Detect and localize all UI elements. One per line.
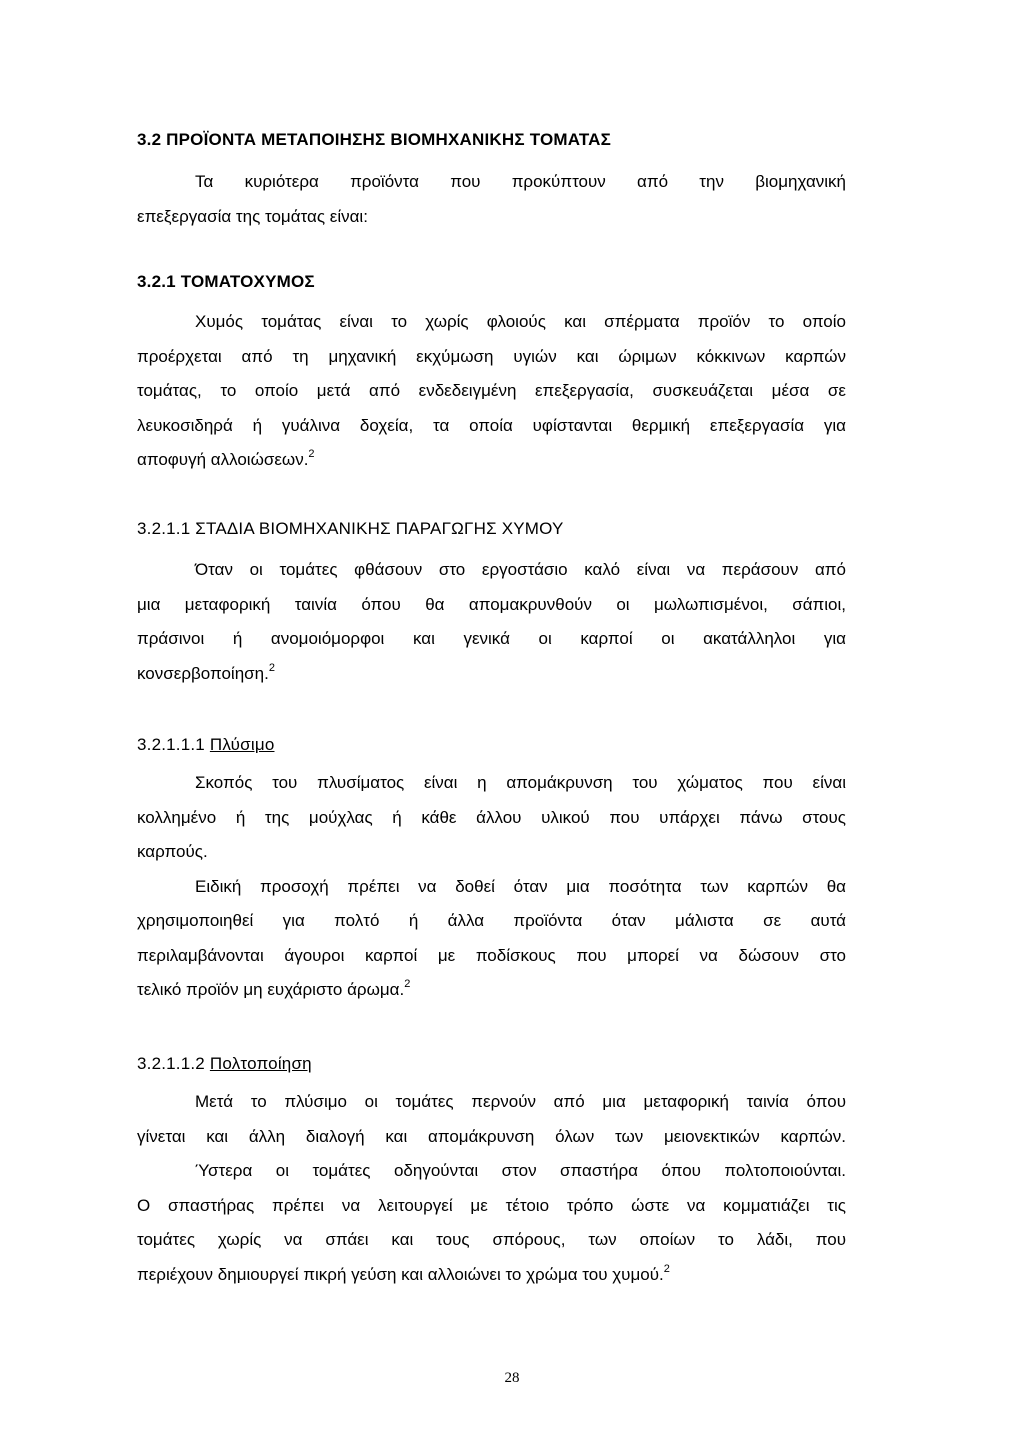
footnote-ref: 2 — [268, 661, 275, 674]
text-line: γίνεται και άλλη διαλογή και απομάκρυνση όλων των μειονεκτικών καρπών. — [137, 1126, 846, 1146]
text-line: πράσινοι ή ανομοιόμορφοι και γενικά οι καρποί οι ακατάλληλοι για — [137, 629, 846, 648]
section-heading-3-2: 3.2 ΠΡΟΪΟΝΤΑ ΜΕΤΑΠΟΙΗΣΗΣ ΒΙΟΜΗΧΑΝΙΚΗΣ ΤΟΜΑΤΑΣ — [137, 130, 612, 149]
footnote-ref: 2 — [308, 448, 315, 461]
text-line: χρησιμοποιηθεί για πολτό ή άλλα προϊόντα όταν μάλιστα σε αυτά — [137, 911, 846, 930]
section-heading-3-2-1-1: 3.2.1.1 ΣΤΑΔΙΑ ΒΙΟΜΗΧΑΝΙΚΗΣ ΠΑΡΑΓΩΓΗΣ ΧΥΜΟΥ — [137, 519, 564, 538]
text-line: περιλαμβάνονται άγουροι καρποί με ποδίσκους που μπορεί να δώσουν στο — [137, 945, 846, 965]
text-line: προέρχεται από τη μηχανική εκχύμωση υγιών και ώριμων κόκκινων καρπών — [137, 346, 846, 366]
subsection-heading-washing — [137, 735, 274, 755]
section-heading-3-2-1: 3.2.1 ΤΟΜΑΤΟΧΥΜΟΣ — [137, 272, 315, 291]
pulping-paragraph — [137, 1085, 846, 1292]
footnote-ref: 2 — [404, 978, 411, 991]
intro-paragraph — [137, 165, 846, 234]
text-line: Χυμός τομάτας είναι το χωρίς φλοιούς και σπέρματα προϊόν το οποίο — [195, 312, 846, 331]
text-line — [137, 1258, 846, 1293]
text-line — [137, 657, 846, 692]
text-line-content: τελικό προϊόν μη ευχάριστο άρωμα. — [137, 980, 405, 999]
text-line: κολλημένο ή της μούχλας ή κάθε άλλου υλικού που υπάρχει πάνω στους — [137, 807, 846, 827]
production-stages-paragraph — [137, 553, 846, 691]
text-line: Όταν οι τομάτες φθάσουν στο εργοστάσιο καλό είναι να περάσουν από — [195, 560, 846, 579]
subsection-title: Πλύσιμο — [209, 735, 275, 754]
text-line: τομάτας, το οποίο μετά από ενδεδειγμένη επεξεργασία, συσκευάζεται μέσα σε — [137, 381, 846, 400]
footnote-ref: 2 — [663, 1262, 670, 1275]
subsection-number: 3.2.1.1.2 — [137, 1054, 210, 1073]
washing-paragraph — [137, 766, 846, 1008]
text-line: μια μεταφορική ταινία όπου θα απομακρυνθούν οι μωλωπισμένοι, σάπιοι, — [137, 594, 846, 614]
text-line-content: περιέχουν δημιουργεί πικρή γεύση και αλλοιώνει το χρώμα του χυμού. — [137, 1264, 664, 1284]
text-line: λευκοσιδηρά ή γυάλινα δοχεία, τα οποία υφίστανται θερμική επεξεργασία για — [137, 415, 846, 435]
text-line: Ύστερα οι τομάτες οδηγούνται στον σπαστήρα όπου πολτοποιούνται. — [195, 1161, 846, 1180]
text-line-content: κονσερβοποίηση. — [137, 663, 269, 683]
subsection-heading-pulping — [137, 1054, 312, 1074]
text-line: τομάτες χωρίς να σπάει και τους σπόρους, των οποίων το λάδι, που — [137, 1230, 846, 1249]
text-line: Ο σπαστήρας πρέπει να λειτουργεί με τέτοιο τρόπο ώστε να κομματιάζει τις — [137, 1195, 846, 1215]
text-line: Μετά το πλύσιμο οι τομάτες περνούν από μια μεταφορική ταινία όπου — [195, 1092, 846, 1111]
text-line: Ειδική προσοχή πρέπει να δοθεί όταν μια ποσότητα των καρπών θα — [195, 876, 846, 896]
page-number: 28 — [504, 1370, 520, 1386]
text-line: καρπούς. — [137, 842, 208, 861]
subsection-title: Πολτοποίηση — [209, 1054, 312, 1073]
text-line: Σκοπός του πλυσίματος είναι η απομάκρυνση του χώματος που είναι — [195, 773, 846, 792]
text-line — [137, 443, 846, 478]
subsection-number: 3.2.1.1.1 — [137, 735, 210, 754]
text-line: επεξεργασία της τομάτας είναι: — [137, 206, 368, 226]
text-line-content: αποφυγή αλλοιώσεων. — [137, 450, 309, 469]
tomato-juice-paragraph — [137, 305, 846, 478]
text-line: Τα κυριότερα προϊόντα που προκύπτουν από την βιομηχανική — [195, 172, 846, 191]
text-line — [137, 973, 846, 1008]
